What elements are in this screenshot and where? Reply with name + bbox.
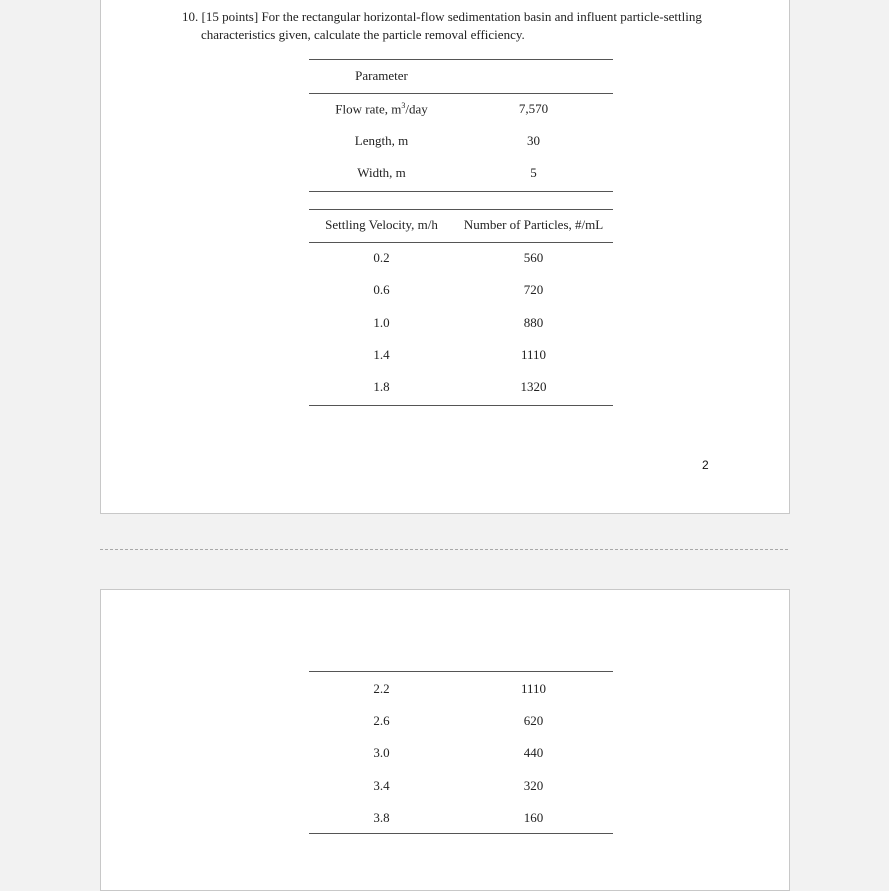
particles-cell: 1110 xyxy=(520,681,547,696)
table-top-rule xyxy=(309,209,613,210)
question-text xyxy=(182,8,741,43)
question-number-points: 10. [15 points] xyxy=(182,9,259,24)
document-page-1 xyxy=(100,0,790,514)
table-row-value: 5 xyxy=(530,165,537,180)
page-break-divider xyxy=(100,549,788,550)
velocity-cell: 0.6 xyxy=(373,282,390,297)
particles-cell: 160 xyxy=(523,810,544,825)
table-row-value: 30 xyxy=(527,133,540,148)
velocity-cell: 2.2 xyxy=(373,681,390,696)
velocity-cell: 3.4 xyxy=(373,778,390,793)
particles-cell: 440 xyxy=(523,745,544,760)
table-row-value: 7,570 xyxy=(518,101,549,116)
table-top-rule xyxy=(309,59,613,60)
particles-cell: 620 xyxy=(523,713,544,728)
particles-cell: 720 xyxy=(523,282,544,297)
page-number: 2 xyxy=(702,458,709,472)
table-top-rule xyxy=(309,671,613,672)
particles-header: Number of Particles, #/mL xyxy=(463,217,604,232)
table-row-label: Width, m xyxy=(357,165,406,180)
particles-cell: 1110 xyxy=(520,347,547,362)
table-bottom-rule xyxy=(309,405,613,406)
velocity-cell: 3.0 xyxy=(373,745,390,760)
velocity-cell: 1.0 xyxy=(373,315,390,330)
particles-cell: 320 xyxy=(523,778,544,793)
particles-cell: 1320 xyxy=(520,379,547,394)
table-bottom-rule xyxy=(309,191,613,192)
table-header-rule xyxy=(309,93,613,94)
table-bottom-rule xyxy=(309,833,613,834)
parameter-header: Parameter xyxy=(355,68,408,83)
velocity-cell: 1.4 xyxy=(373,347,390,362)
velocity-cell: 1.8 xyxy=(373,379,390,394)
table-row-label: Length, m xyxy=(354,133,409,148)
velocity-header: Settling Velocity, m/h xyxy=(325,217,438,232)
table-header-rule xyxy=(309,242,613,243)
table-row-label: Flow rate, $m^3$/day xyxy=(335,101,428,117)
velocity-cell: 3.8 xyxy=(373,810,390,825)
particles-cell: 880 xyxy=(523,315,544,330)
velocity-cell: 0.2 xyxy=(373,250,390,265)
particles-cell: 560 xyxy=(523,250,544,265)
document-page-2 xyxy=(100,589,790,891)
question-body: For the rectangular horizontal-flow sedimentation basin and influent particle-settling characteristics given, calculate the particle removal efficiency. xyxy=(201,9,702,42)
velocity-cell: 2.6 xyxy=(373,713,390,728)
